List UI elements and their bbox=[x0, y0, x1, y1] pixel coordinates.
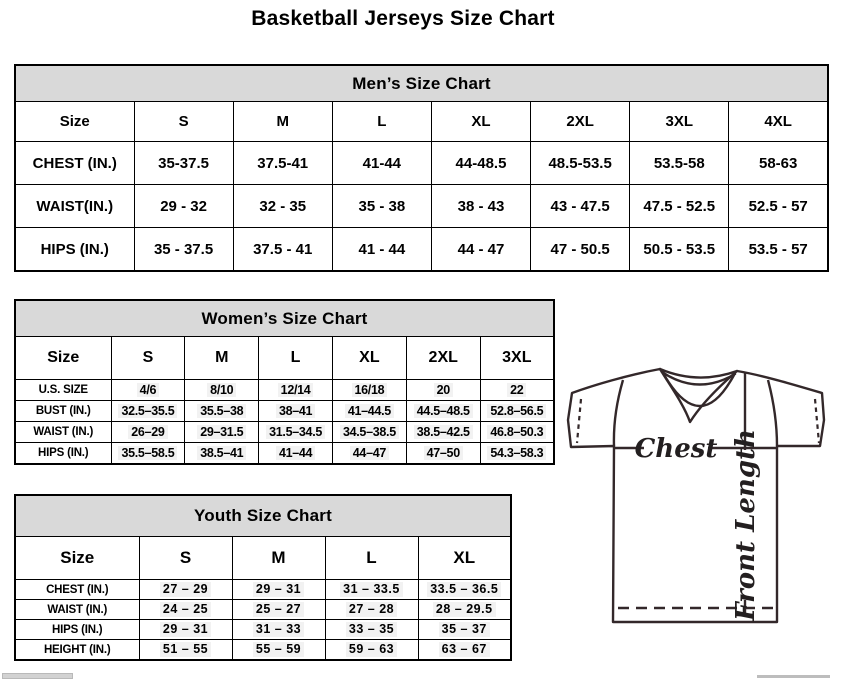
youth-cell-value: 27 – 28 bbox=[346, 602, 397, 616]
womens-cell bbox=[259, 443, 333, 465]
mens-cell: 58-63 bbox=[729, 142, 828, 185]
womens-cell-value: 44–47 bbox=[350, 446, 389, 460]
mens-cell: 35 - 38 bbox=[332, 185, 431, 228]
youth-row-label: HEIGHT (IN.) bbox=[15, 640, 139, 661]
womens-cell bbox=[406, 401, 480, 422]
youth-column-header-s: S bbox=[139, 537, 232, 580]
womens-row-label: HIPS (IN.) bbox=[15, 443, 111, 465]
womens-column-header-m: M bbox=[185, 337, 259, 380]
mens-column-header-size: Size bbox=[15, 102, 134, 142]
youth-cell-value: 55 – 59 bbox=[253, 642, 304, 656]
youth-column-header-l: L bbox=[325, 537, 418, 580]
womens-table-row bbox=[15, 380, 554, 401]
youth-table-row bbox=[15, 620, 511, 640]
youth-cell bbox=[232, 580, 325, 600]
womens-cell bbox=[480, 401, 554, 422]
youth-cell-value: 63 – 67 bbox=[439, 642, 490, 656]
mens-table-row bbox=[15, 142, 828, 185]
mens-cell: 53.5-58 bbox=[630, 142, 729, 185]
womens-row-label: U.S. SIZE bbox=[15, 380, 111, 401]
youth-cell bbox=[139, 620, 232, 640]
mens-cell: 38 - 43 bbox=[431, 185, 530, 228]
youth-column-header-xl: XL bbox=[418, 537, 511, 580]
womens-cell-value: 12/14 bbox=[278, 383, 314, 397]
womens-cell bbox=[332, 422, 406, 443]
mens-column-header-m: M bbox=[233, 102, 332, 142]
page-title: Basketball Jerseys Size Chart bbox=[251, 7, 555, 30]
womens-cell bbox=[259, 422, 333, 443]
mens-column-header-s: S bbox=[134, 102, 233, 142]
womens-cell bbox=[406, 422, 480, 443]
womens-cell bbox=[111, 422, 185, 443]
womens-cell-value: 38–41 bbox=[276, 404, 315, 418]
mens-row-label: HIPS (IN.) bbox=[15, 228, 134, 272]
womens-column-header-l: L bbox=[259, 337, 333, 380]
womens-cell bbox=[111, 443, 185, 465]
mens-column-header-xl: XL bbox=[431, 102, 530, 142]
womens-cell bbox=[111, 401, 185, 422]
womens-column-header-s: S bbox=[111, 337, 185, 380]
womens-cell bbox=[332, 401, 406, 422]
jersey-diagram bbox=[556, 358, 840, 630]
womens-row-label: WAIST (IN.) bbox=[15, 422, 111, 443]
front-length-label: Front Length bbox=[731, 429, 761, 621]
womens-column-header-2xl: 2XL bbox=[406, 337, 480, 380]
youth-cell-value: 29 – 31 bbox=[160, 622, 211, 636]
youth-cell bbox=[232, 620, 325, 640]
mens-cell: 37.5 - 41 bbox=[233, 228, 332, 272]
womens-cell bbox=[406, 443, 480, 465]
womens-cell-value: 47–50 bbox=[424, 446, 463, 460]
youth-cell bbox=[418, 620, 511, 640]
womens-cell bbox=[185, 380, 259, 401]
youth-cell bbox=[139, 580, 232, 600]
youth-cell-value: 33.5 – 36.5 bbox=[427, 582, 501, 596]
mens-cell: 29 - 32 bbox=[134, 185, 233, 228]
mens-cell: 50.5 - 53.5 bbox=[630, 228, 729, 272]
womens-cell-value: 38.5–42.5 bbox=[414, 425, 473, 439]
mens-cell: 47 - 50.5 bbox=[531, 228, 630, 272]
womens-cell-value: 20 bbox=[434, 383, 453, 397]
womens-cell-value: 41–44 bbox=[276, 446, 315, 460]
mens-cell: 41 - 44 bbox=[332, 228, 431, 272]
womens-cell bbox=[332, 443, 406, 465]
womens-cell-value: 26–29 bbox=[128, 425, 167, 439]
youth-cell-value: 24 – 25 bbox=[160, 602, 211, 616]
mens-cell: 35 - 37.5 bbox=[134, 228, 233, 272]
mens-cell: 47.5 - 52.5 bbox=[630, 185, 729, 228]
womens-cell-value: 41–44.5 bbox=[345, 404, 394, 418]
womens-column-header-size: Size bbox=[15, 337, 111, 380]
womens-cell bbox=[406, 380, 480, 401]
youth-cell-value: 33 – 35 bbox=[346, 622, 397, 636]
mens-column-header-2xl: 2XL bbox=[531, 102, 630, 142]
mens-cell: 41-44 bbox=[332, 142, 431, 185]
mens-column-header-l: L bbox=[332, 102, 431, 142]
mens-cell: 44-48.5 bbox=[431, 142, 530, 185]
youth-table-row bbox=[15, 600, 511, 620]
mens-cell: 32 - 35 bbox=[233, 185, 332, 228]
youth-cell bbox=[232, 600, 325, 620]
mens-row-label: WAIST(IN.) bbox=[15, 185, 134, 228]
womens-cell-value: 4/6 bbox=[137, 383, 159, 397]
mens-table-row bbox=[15, 228, 828, 272]
womens-cell bbox=[185, 401, 259, 422]
youth-cell-value: 51 – 55 bbox=[160, 642, 211, 656]
youth-cell bbox=[232, 640, 325, 661]
youth-cell-value: 59 – 63 bbox=[346, 642, 397, 656]
mens-column-header-4xl: 4XL bbox=[729, 102, 828, 142]
youth-size-chart-table bbox=[14, 494, 512, 661]
jersey-outline bbox=[568, 369, 824, 622]
youth-cell bbox=[139, 600, 232, 620]
womens-table-row bbox=[15, 422, 554, 443]
mens-column-header-3xl: 3XL bbox=[630, 102, 729, 142]
mens-chart-title: Men’s Size Chart bbox=[15, 65, 828, 102]
chest-label: Chest bbox=[634, 434, 718, 464]
youth-cell-value: 31 – 33.5 bbox=[340, 582, 403, 596]
womens-cell-value: 35.5–38 bbox=[197, 404, 246, 418]
mens-cell: 48.5-53.5 bbox=[531, 142, 630, 185]
youth-column-header-m: M bbox=[232, 537, 325, 580]
youth-cell bbox=[325, 600, 418, 620]
womens-cell bbox=[111, 380, 185, 401]
youth-row-label: HIPS (IN.) bbox=[15, 620, 139, 640]
womens-cell bbox=[185, 422, 259, 443]
youth-row-label: CHEST (IN.) bbox=[15, 580, 139, 600]
mens-cell: 37.5-41 bbox=[233, 142, 332, 185]
youth-cell-value: 29 – 31 bbox=[253, 582, 304, 596]
horizontal-scrollbar-thumb-right[interactable] bbox=[757, 675, 830, 678]
youth-column-header-size: Size bbox=[15, 537, 139, 580]
youth-table-row bbox=[15, 580, 511, 600]
youth-row-label: WAIST (IN.) bbox=[15, 600, 139, 620]
womens-cell-value: 29–31.5 bbox=[197, 425, 246, 439]
womens-cell-value: 44.5–48.5 bbox=[414, 404, 473, 418]
youth-cell bbox=[418, 600, 511, 620]
mens-table-row bbox=[15, 185, 828, 228]
womens-cell-value: 31.5–34.5 bbox=[266, 425, 325, 439]
youth-cell-value: 25 – 27 bbox=[253, 602, 304, 616]
mens-cell: 52.5 - 57 bbox=[729, 185, 828, 228]
womens-table-row bbox=[15, 443, 554, 465]
youth-cell bbox=[139, 640, 232, 661]
womens-cell-value: 8/10 bbox=[207, 383, 236, 397]
womens-cell bbox=[480, 443, 554, 465]
mens-cell: 53.5 - 57 bbox=[729, 228, 828, 272]
youth-cell-value: 28 – 29.5 bbox=[433, 602, 496, 616]
mens-cell: 35-37.5 bbox=[134, 142, 233, 185]
womens-cell bbox=[185, 443, 259, 465]
youth-table-row bbox=[15, 640, 511, 661]
mens-row-label: CHEST (IN.) bbox=[15, 142, 134, 185]
mens-cell: 43 - 47.5 bbox=[531, 185, 630, 228]
womens-cell bbox=[259, 401, 333, 422]
youth-chart-title: Youth Size Chart bbox=[15, 495, 511, 537]
womens-cell-value: 32.5–35.5 bbox=[118, 404, 177, 418]
womens-column-header-3xl: 3XL bbox=[480, 337, 554, 380]
youth-cell bbox=[418, 640, 511, 661]
womens-table-row bbox=[15, 401, 554, 422]
womens-row-label: BUST (IN.) bbox=[15, 401, 111, 422]
womens-column-header-xl: XL bbox=[332, 337, 406, 380]
womens-cell-value: 38.5–41 bbox=[197, 446, 246, 460]
womens-cell-value: 46.8–50.3 bbox=[487, 425, 546, 439]
womens-size-chart-table bbox=[14, 299, 555, 465]
womens-cell-value: 35.5–58.5 bbox=[118, 446, 177, 460]
youth-cell-value: 35 – 37 bbox=[439, 622, 490, 636]
womens-cell-value: 34.5–38.5 bbox=[340, 425, 399, 439]
youth-cell-value: 31 – 33 bbox=[253, 622, 304, 636]
womens-chart-title: Women’s Size Chart bbox=[15, 300, 554, 337]
womens-cell bbox=[480, 422, 554, 443]
horizontal-scrollbar-thumb-left[interactable] bbox=[2, 673, 73, 679]
youth-cell-value: 27 – 29 bbox=[160, 582, 211, 596]
womens-cell-value: 52.8–56.5 bbox=[487, 404, 546, 418]
womens-cell-value: 16/18 bbox=[352, 383, 388, 397]
youth-cell bbox=[325, 580, 418, 600]
mens-cell: 44 - 47 bbox=[431, 228, 530, 272]
youth-cell bbox=[418, 580, 511, 600]
womens-cell bbox=[480, 380, 554, 401]
mens-size-chart-table bbox=[14, 64, 829, 272]
womens-cell-value: 54.3–58.3 bbox=[487, 446, 546, 460]
womens-cell bbox=[332, 380, 406, 401]
womens-cell bbox=[259, 380, 333, 401]
youth-cell bbox=[325, 620, 418, 640]
womens-cell-value: 22 bbox=[507, 383, 526, 397]
youth-cell bbox=[325, 640, 418, 661]
